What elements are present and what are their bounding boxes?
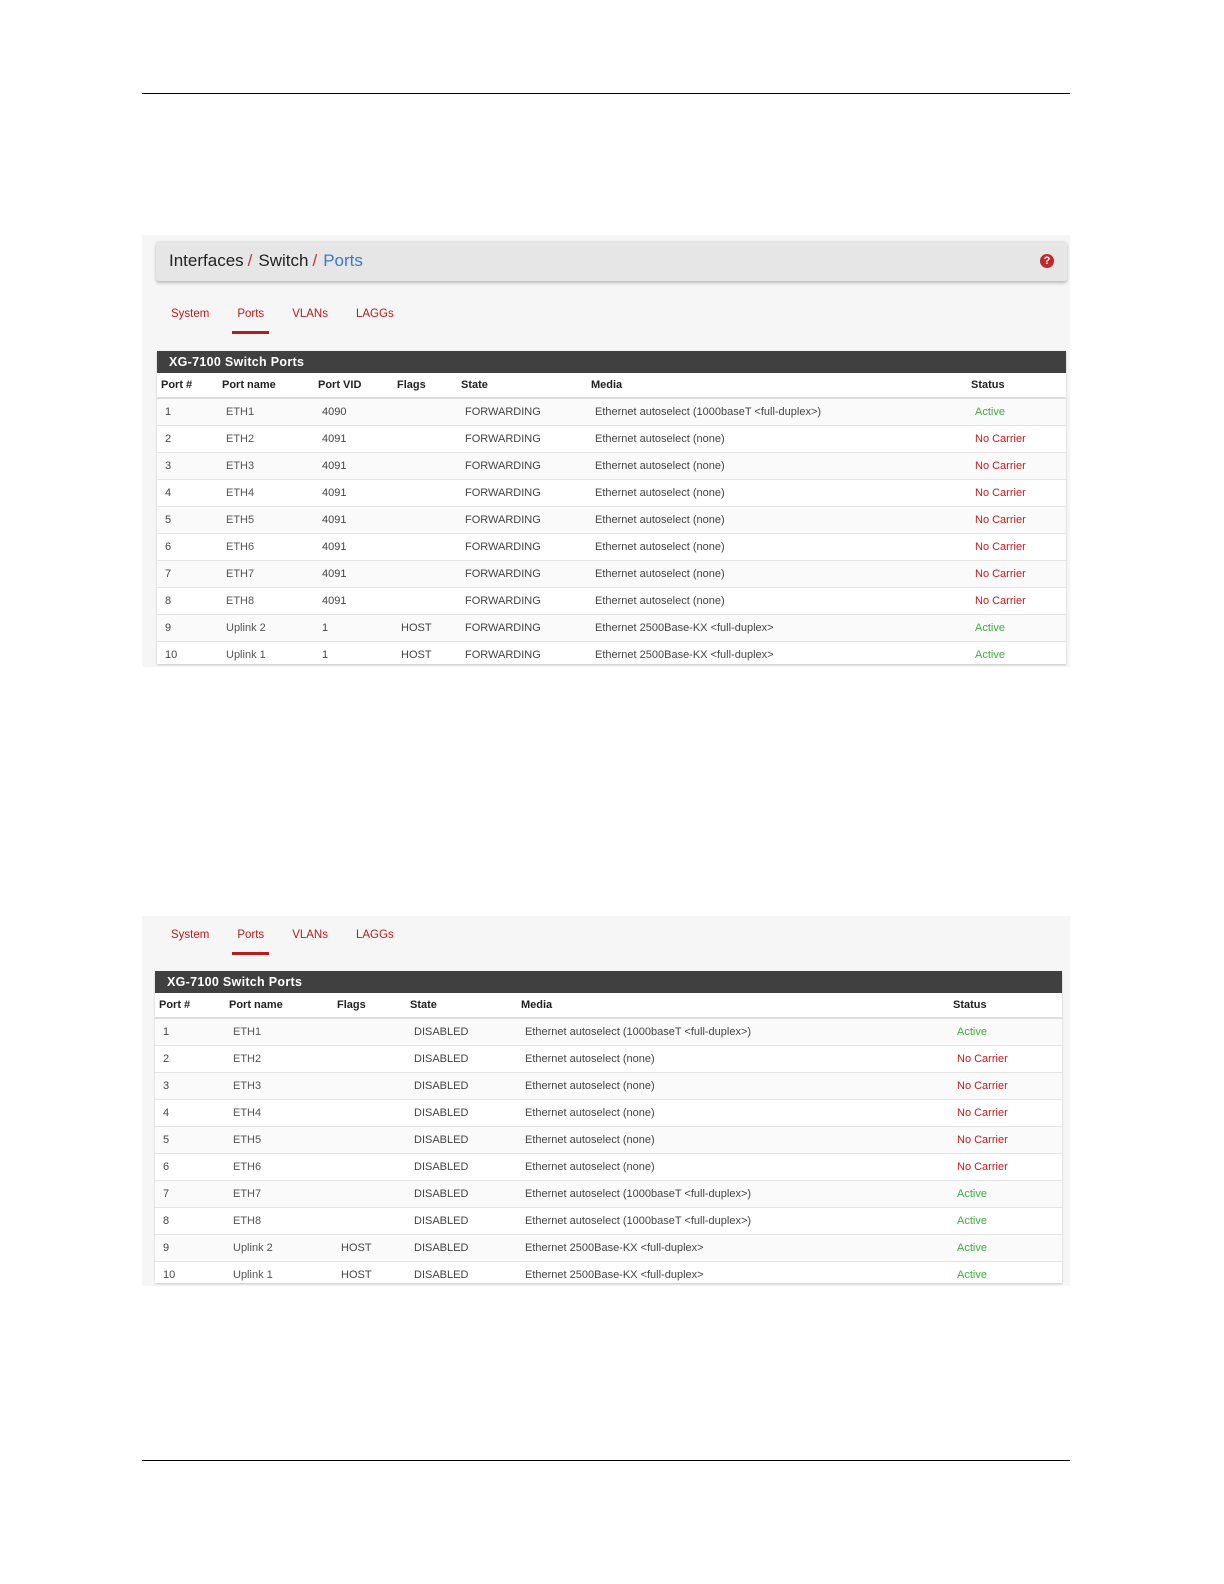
tab-bar <box>157 918 408 958</box>
column-header-flags[interactable]: Flags <box>393 373 457 398</box>
cell-port: 6 <box>157 534 218 561</box>
cell-media: Ethernet autoselect (none) <box>517 1073 949 1100</box>
breadcrumb-interfaces[interactable]: Interfaces <box>169 251 244 270</box>
column-header-state[interactable]: State <box>457 373 587 398</box>
cell-port: 4 <box>155 1100 225 1127</box>
ports-table <box>155 993 1062 1286</box>
cell-state: FORWARDING <box>457 642 587 668</box>
cell-status: No Carrier <box>967 534 1066 561</box>
cell-flags <box>393 398 457 426</box>
tab-ports[interactable]: Ports <box>223 297 278 331</box>
cell-status: No Carrier <box>967 507 1066 534</box>
cell-name: Uplink 1 <box>225 1262 333 1287</box>
cell-name: ETH7 <box>225 1181 333 1208</box>
column-header-media[interactable]: Media <box>587 373 967 398</box>
cell-flags <box>393 453 457 480</box>
cell-name: ETH1 <box>218 398 314 426</box>
cell-port: 4 <box>157 480 218 507</box>
cell-status: Active <box>967 615 1066 642</box>
cell-status: Active <box>949 1208 1062 1235</box>
table-row <box>157 507 1066 534</box>
cell-port: 10 <box>157 642 218 668</box>
cell-port: 7 <box>157 561 218 588</box>
tab-ports[interactable]: Ports <box>223 918 278 952</box>
cell-flags: HOST <box>393 642 457 668</box>
breadcrumb-bar <box>156 241 1067 281</box>
table-row <box>157 453 1066 480</box>
cell-status: No Carrier <box>949 1073 1062 1100</box>
switch-ports-panel <box>155 971 1062 1283</box>
cell-port: 3 <box>157 453 218 480</box>
breadcrumb-switch[interactable]: Switch <box>258 251 309 270</box>
cell-name: ETH7 <box>218 561 314 588</box>
table-row <box>155 1181 1062 1208</box>
breadcrumb <box>156 251 363 271</box>
tab-vlans[interactable]: VLANs <box>292 308 328 320</box>
cell-status: Active <box>949 1181 1062 1208</box>
cell-state: FORWARDING <box>457 426 587 453</box>
cell-media: Ethernet autoselect (1000baseT <full-duplex>) <box>517 1018 949 1046</box>
cell-status: No Carrier <box>949 1127 1062 1154</box>
tab-system[interactable]: System <box>171 308 210 320</box>
cell-port: 6 <box>155 1154 225 1181</box>
cell-status: No Carrier <box>967 561 1066 588</box>
table-row <box>157 642 1066 668</box>
table-row <box>155 1154 1062 1181</box>
cell-media: Ethernet autoselect (1000baseT <full-duplex>) <box>517 1181 949 1208</box>
cell-name: Uplink 2 <box>218 615 314 642</box>
cell-name: ETH6 <box>225 1154 333 1181</box>
cell-port: 5 <box>157 507 218 534</box>
cell-status: Active <box>949 1235 1062 1262</box>
cell-port: 8 <box>157 588 218 615</box>
cell-name: Uplink 1 <box>218 642 314 668</box>
column-header-status[interactable]: Status <box>949 993 1062 1018</box>
cell-flags <box>333 1181 406 1208</box>
table-header-row <box>155 993 1062 1018</box>
cell-state: FORWARDING <box>457 398 587 426</box>
cell-name: ETH4 <box>225 1100 333 1127</box>
cell-flags <box>333 1154 406 1181</box>
switch-ports-screenshot-2 <box>142 916 1070 1286</box>
cell-port: 10 <box>155 1262 225 1287</box>
cell-vid: 4090 <box>314 398 393 426</box>
cell-media: Ethernet autoselect (none) <box>517 1046 949 1073</box>
cell-port: 1 <box>155 1018 225 1046</box>
cell-state: DISABLED <box>406 1208 517 1235</box>
cell-media: Ethernet autoselect (1000baseT <full-duplex>) <box>517 1208 949 1235</box>
cell-status: No Carrier <box>949 1100 1062 1127</box>
cell-status: Active <box>949 1262 1062 1287</box>
page-footer-rule <box>142 1460 1070 1461</box>
switch-ports-panel <box>157 351 1066 664</box>
cell-flags <box>393 561 457 588</box>
cell-vid: 1 <box>314 615 393 642</box>
cell-media: Ethernet 2500Base-KX <full-duplex> <box>587 642 967 668</box>
column-header-flags[interactable]: Flags <box>333 993 406 1018</box>
cell-state: DISABLED <box>406 1018 517 1046</box>
cell-status: No Carrier <box>949 1154 1062 1181</box>
table-row <box>155 1235 1062 1262</box>
cell-flags <box>333 1018 406 1046</box>
cell-media: Ethernet autoselect (none) <box>587 480 967 507</box>
table-row <box>155 1100 1062 1127</box>
tab-system[interactable]: System <box>171 929 210 941</box>
ports-table <box>157 373 1066 667</box>
cell-name: ETH6 <box>218 534 314 561</box>
table-row <box>155 1127 1062 1154</box>
cell-media: Ethernet autoselect (none) <box>587 507 967 534</box>
cell-flags <box>333 1046 406 1073</box>
cell-state: FORWARDING <box>457 453 587 480</box>
cell-state: DISABLED <box>406 1073 517 1100</box>
cell-flags: HOST <box>393 615 457 642</box>
cell-state: FORWARDING <box>457 534 587 561</box>
cell-flags <box>333 1100 406 1127</box>
cell-media: Ethernet autoselect (none) <box>517 1127 949 1154</box>
cell-name: ETH3 <box>218 453 314 480</box>
cell-state: FORWARDING <box>457 561 587 588</box>
cell-port: 2 <box>155 1046 225 1073</box>
table-header-row <box>157 373 1066 398</box>
cell-name: Uplink 2 <box>225 1235 333 1262</box>
table-row <box>157 426 1066 453</box>
cell-name: ETH8 <box>218 588 314 615</box>
cell-media: Ethernet autoselect (none) <box>517 1154 949 1181</box>
panel-title: XG-7100 Switch Ports <box>155 971 1062 993</box>
cell-status: No Carrier <box>967 453 1066 480</box>
cell-status: No Carrier <box>967 426 1066 453</box>
cell-media: Ethernet autoselect (none) <box>587 588 967 615</box>
cell-state: FORWARDING <box>457 588 587 615</box>
column-header-port-name[interactable]: Port name <box>225 993 333 1018</box>
cell-name: ETH2 <box>225 1046 333 1073</box>
tab-laggs[interactable]: LAGGs <box>355 929 394 941</box>
tab-vlans[interactable]: VLANs <box>292 929 328 941</box>
cell-flags: HOST <box>333 1235 406 1262</box>
cell-port: 9 <box>157 615 218 642</box>
column-header-port[interactable]: Port # <box>157 373 218 398</box>
cell-name: ETH8 <box>225 1208 333 1235</box>
cell-port: 1 <box>157 398 218 426</box>
cell-name: ETH5 <box>218 507 314 534</box>
cell-flags <box>393 426 457 453</box>
cell-port: 8 <box>155 1208 225 1235</box>
cell-port: 7 <box>155 1181 225 1208</box>
table-row <box>155 1073 1062 1100</box>
cell-state: FORWARDING <box>457 615 587 642</box>
column-header-port[interactable]: Port # <box>155 993 225 1018</box>
help-icon[interactable]: ? <box>1040 254 1054 268</box>
cell-vid: 4091 <box>314 534 393 561</box>
table-row <box>155 1018 1062 1046</box>
page-header-rule <box>142 93 1070 94</box>
cell-flags <box>393 588 457 615</box>
cell-state: FORWARDING <box>457 480 587 507</box>
cell-state: DISABLED <box>406 1100 517 1127</box>
column-header-status[interactable]: Status <box>967 373 1066 398</box>
cell-status: No Carrier <box>967 588 1066 615</box>
cell-vid: 4091 <box>314 588 393 615</box>
cell-status: Active <box>949 1018 1062 1046</box>
table-row <box>157 588 1066 615</box>
column-header-port-vid[interactable]: Port VID <box>314 373 393 398</box>
cell-status: Active <box>967 398 1066 426</box>
switch-ports-screenshot-1 <box>142 235 1070 667</box>
cell-media: Ethernet autoselect (none) <box>587 426 967 453</box>
breadcrumb-ports[interactable]: Ports <box>323 251 363 270</box>
cell-status: No Carrier <box>949 1046 1062 1073</box>
table-row <box>157 615 1066 642</box>
cell-state: FORWARDING <box>457 507 587 534</box>
cell-state: DISABLED <box>406 1235 517 1262</box>
table-row <box>155 1208 1062 1235</box>
panel-title: XG-7100 Switch Ports <box>157 351 1066 373</box>
cell-port: 9 <box>155 1235 225 1262</box>
cell-state: DISABLED <box>406 1127 517 1154</box>
cell-port: 2 <box>157 426 218 453</box>
cell-flags <box>333 1073 406 1100</box>
cell-state: DISABLED <box>406 1181 517 1208</box>
cell-name: ETH3 <box>225 1073 333 1100</box>
cell-port: 5 <box>155 1127 225 1154</box>
cell-flags: HOST <box>333 1262 406 1287</box>
cell-vid: 4091 <box>314 426 393 453</box>
cell-media: Ethernet autoselect (none) <box>587 534 967 561</box>
cell-vid: 4091 <box>314 480 393 507</box>
cell-state: DISABLED <box>406 1046 517 1073</box>
breadcrumb-separator: / <box>247 251 253 270</box>
cell-name: ETH5 <box>225 1127 333 1154</box>
cell-vid: 4091 <box>314 453 393 480</box>
cell-media: Ethernet 2500Base-KX <full-duplex> <box>517 1262 949 1287</box>
cell-media: Ethernet autoselect (none) <box>517 1100 949 1127</box>
column-header-media[interactable]: Media <box>517 993 949 1018</box>
cell-media: Ethernet 2500Base-KX <full-duplex> <box>587 615 967 642</box>
cell-media: Ethernet autoselect (1000baseT <full-duplex>) <box>587 398 967 426</box>
column-header-state[interactable]: State <box>406 993 517 1018</box>
table-row <box>157 398 1066 426</box>
cell-flags <box>393 534 457 561</box>
table-row <box>157 480 1066 507</box>
table-row <box>157 561 1066 588</box>
table-row <box>155 1046 1062 1073</box>
cell-media: Ethernet autoselect (none) <box>587 453 967 480</box>
cell-port: 3 <box>155 1073 225 1100</box>
tab-bar <box>157 297 408 337</box>
cell-name: ETH4 <box>218 480 314 507</box>
cell-state: DISABLED <box>406 1154 517 1181</box>
cell-vid: 4091 <box>314 561 393 588</box>
cell-flags <box>393 480 457 507</box>
tab-laggs[interactable]: LAGGs <box>355 308 394 320</box>
table-row <box>155 1262 1062 1287</box>
breadcrumb-separator: / <box>312 251 318 270</box>
column-header-port-name[interactable]: Port name <box>218 373 314 398</box>
cell-flags <box>333 1208 406 1235</box>
cell-vid: 1 <box>314 642 393 668</box>
cell-state: DISABLED <box>406 1262 517 1287</box>
cell-vid: 4091 <box>314 507 393 534</box>
cell-flags <box>333 1127 406 1154</box>
cell-status: No Carrier <box>967 480 1066 507</box>
table-row <box>157 534 1066 561</box>
cell-media: Ethernet autoselect (none) <box>587 561 967 588</box>
cell-status: Active <box>967 642 1066 668</box>
cell-flags <box>393 507 457 534</box>
cell-name: ETH1 <box>225 1018 333 1046</box>
cell-name: ETH2 <box>218 426 314 453</box>
cell-media: Ethernet 2500Base-KX <full-duplex> <box>517 1235 949 1262</box>
